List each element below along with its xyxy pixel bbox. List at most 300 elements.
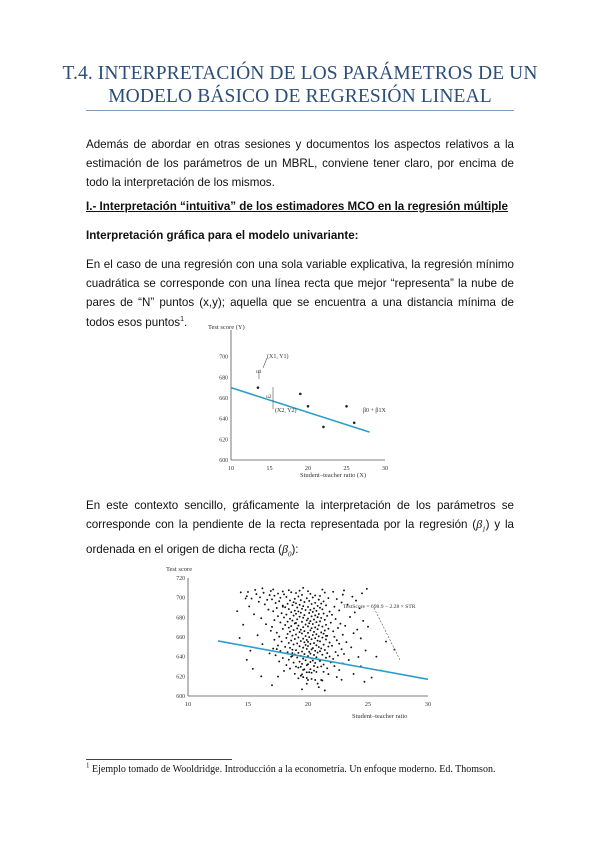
chart2-point — [299, 631, 301, 633]
parameters-paragraph — [86, 496, 514, 564]
chart2-point — [247, 591, 249, 593]
chart2-point — [295, 666, 297, 668]
chart2-point — [345, 641, 347, 643]
chart2-point — [301, 688, 303, 690]
chart2-point — [302, 626, 304, 628]
chart2-x-tick-30: 30 — [424, 701, 432, 708]
chart2-point — [277, 593, 279, 595]
chart2-point — [324, 592, 326, 594]
chart2-point — [318, 635, 320, 637]
footnote-marker: 1 — [86, 761, 90, 770]
chart2-point — [301, 673, 303, 675]
chart2-point — [318, 599, 320, 601]
chart2-point — [299, 661, 301, 663]
beta1-letter: β — [476, 517, 483, 532]
chart2-point — [288, 589, 290, 591]
chart2-point — [319, 640, 321, 642]
chart2-point — [291, 649, 293, 651]
chart2-xlabel: Student–teacher ratio — [352, 713, 408, 720]
chart2-point — [315, 610, 317, 612]
chart2-point — [290, 611, 292, 613]
parameters-paragraph-text-b: ) y la ordenada en el origen de dicha recta ( — [86, 518, 515, 556]
chart2-point — [297, 667, 299, 669]
chart2-point — [300, 666, 302, 668]
title-underline — [86, 110, 514, 111]
chart1-x-tick-20: 20 — [304, 465, 312, 472]
chart2-point — [313, 665, 315, 667]
footnote-reference[interactable]: 1 — [180, 315, 185, 323]
chart2-point — [327, 646, 329, 648]
chart2-point — [324, 649, 326, 651]
chart2-point — [303, 641, 305, 643]
chart2-point — [317, 628, 319, 630]
chart2-point — [321, 626, 323, 628]
chart2-point — [253, 613, 255, 615]
chart2-point — [307, 641, 309, 643]
chart1-annotation-point2: (X2, Y2) — [275, 408, 297, 414]
chart2-point — [275, 654, 277, 656]
chart2-point — [315, 621, 317, 623]
chart2-point — [336, 598, 338, 600]
chart2-annotation: TestScore = 698.9 − 2.28 × STR — [343, 604, 416, 610]
chart2-point — [311, 672, 313, 674]
chart2-point — [276, 607, 278, 609]
chart2-point — [323, 671, 325, 673]
chart1-xlabel: Student–teacher ratio (X) — [300, 472, 367, 479]
chart1-annotation-point1: (X1, Y1) — [267, 354, 289, 360]
chart2-point — [302, 647, 304, 649]
chart2-point — [290, 625, 292, 627]
chart2-point — [288, 659, 290, 661]
beta0-symbol — [281, 541, 292, 559]
chart2-point — [336, 676, 338, 678]
chart2-point — [297, 596, 299, 598]
chart2-point — [299, 590, 301, 592]
chart2-point — [303, 601, 305, 603]
chart2-point — [332, 630, 334, 632]
chart2-point — [255, 593, 257, 595]
chart2-point — [331, 645, 333, 647]
chart2-point — [275, 602, 277, 604]
chart2-point — [339, 623, 341, 625]
chart2-point — [318, 646, 320, 648]
chart2-point — [314, 662, 316, 664]
chart2-point — [329, 611, 331, 613]
chart2-point — [319, 595, 321, 597]
chart2-point — [296, 657, 298, 659]
chart2-point — [337, 627, 339, 629]
chart2-point — [330, 622, 332, 624]
chart2-point — [296, 627, 298, 629]
chart2-point — [278, 661, 280, 663]
chart1-y-tick-620: 620 — [219, 437, 228, 444]
chart2-point — [314, 594, 316, 596]
chart2-point — [236, 610, 238, 612]
chart2-point — [342, 634, 344, 636]
chart2-point — [294, 610, 296, 612]
chart2-point — [285, 637, 287, 639]
chart2-point — [327, 673, 329, 675]
chart2-point — [295, 633, 297, 635]
chart2-point — [327, 597, 329, 599]
chart2-point — [335, 651, 337, 653]
chart2-point — [293, 629, 295, 631]
chart2-point — [291, 620, 293, 622]
chart2-point — [320, 647, 322, 649]
chart2-point — [367, 626, 369, 628]
chart2-point — [307, 645, 309, 647]
chart2-point — [259, 596, 261, 598]
chart2-point — [323, 644, 325, 646]
chart2-point — [333, 606, 335, 608]
chart1-annotation-u1: u1 — [256, 369, 262, 375]
chart2-point — [308, 636, 310, 638]
chart2-point — [252, 668, 254, 670]
chart2-point — [305, 659, 307, 661]
chart2-point — [332, 658, 334, 660]
chart2-point — [277, 676, 279, 678]
chart2-point — [305, 624, 307, 626]
chart2-point — [297, 652, 299, 654]
chart2-point — [301, 594, 303, 596]
chart2-point — [240, 591, 242, 593]
chart2-point — [312, 660, 314, 662]
chart2-point — [296, 642, 298, 644]
chart2-point — [353, 673, 355, 675]
chart2-point — [287, 633, 289, 635]
chart2-point — [306, 597, 308, 599]
chart2-point — [266, 599, 268, 601]
chart2-point — [313, 670, 315, 672]
chart2-point — [288, 627, 290, 629]
chart2-point — [289, 668, 291, 670]
chart2-point — [287, 603, 289, 605]
chart1-point — [257, 386, 260, 389]
chart2-point — [246, 595, 248, 597]
chart2-point — [293, 644, 295, 646]
chart2-point — [324, 690, 326, 692]
chart2-point — [363, 681, 365, 683]
chart2-point — [307, 606, 309, 608]
chart2-point — [323, 664, 325, 666]
chart2-point — [308, 651, 310, 653]
chart2-point — [357, 656, 359, 658]
chart2-point — [323, 600, 325, 602]
chart2-point — [311, 638, 313, 640]
chart2-point — [295, 602, 297, 604]
chart2-point — [279, 597, 281, 599]
chart2-point — [355, 600, 357, 602]
chart1-y-tick-640: 640 — [219, 416, 228, 423]
chart2-point — [278, 636, 280, 638]
chart2-point — [249, 650, 251, 652]
chart2-point — [282, 628, 284, 630]
chart1-y-tick-660: 660 — [219, 396, 228, 402]
page-title — [60, 62, 540, 108]
chart2-point — [248, 605, 250, 607]
chart2-point — [306, 648, 308, 650]
chart2-point — [343, 653, 345, 655]
chart2-point — [318, 613, 320, 615]
chart2-point — [320, 665, 322, 667]
chart2-point — [295, 649, 297, 651]
chart2-point — [321, 637, 323, 639]
chart2-point — [319, 650, 321, 652]
chart2-point — [338, 609, 340, 611]
chart2-point — [317, 616, 319, 618]
chart2-point — [307, 679, 309, 681]
chart2-point — [302, 617, 304, 619]
chart2-point — [306, 619, 308, 621]
chart2-point — [303, 653, 305, 655]
chart2-point — [375, 656, 377, 658]
chart2-point — [288, 608, 290, 610]
chart2-annotation-leader — [374, 608, 400, 660]
chart2-point — [311, 603, 313, 605]
chart2-point — [301, 621, 303, 623]
chart1-point — [299, 393, 302, 396]
chart2-point — [308, 612, 310, 614]
chart2-point — [301, 633, 303, 635]
chart2-point — [293, 662, 295, 664]
chart2-point — [301, 608, 303, 610]
chart2-point — [299, 645, 301, 647]
regression-paragraph: En el caso de una regresión con una sola variable explicativa, la regresión mínimo cuadrática se corresponde con una línea recta que mejor “representa” la nube de pares de “N” puntos (x,y); aquella que se encuentra a una distancia mínima de todos esos puntos$^1$. — [86, 258, 514, 329]
chart2-point — [324, 630, 326, 632]
chart2-point — [315, 644, 317, 646]
chart2-point — [320, 679, 322, 681]
chart2-point — [303, 668, 305, 670]
chart2-point — [296, 607, 298, 609]
chart2-point — [300, 640, 302, 642]
chart2-point — [282, 605, 284, 607]
chart2-point — [285, 614, 287, 616]
chart2-point — [325, 657, 327, 659]
chart2-point — [285, 596, 287, 598]
chart1-point — [353, 422, 356, 425]
chart2-point — [332, 591, 334, 593]
chart1-ylabel: Test score (Y) — [208, 324, 245, 331]
chart2-point — [351, 596, 353, 598]
chart1-y-tick-600: 600 — [219, 458, 228, 464]
chart2-point — [270, 590, 272, 592]
chart2-point — [263, 592, 265, 594]
beta1-symbol — [476, 517, 486, 534]
chart2-point — [272, 648, 274, 650]
chart2-point — [300, 612, 302, 614]
chart2-point — [299, 616, 301, 618]
beta0-subscript: 0 — [287, 550, 292, 559]
chart2-y-tick-620: 620 — [176, 674, 185, 681]
chart2-point — [309, 609, 311, 611]
chart2-point — [306, 671, 308, 673]
chart2-point — [245, 598, 247, 600]
chart2-point — [314, 614, 316, 616]
chart2-point — [272, 610, 274, 612]
chart2-y-tick-700: 700 — [176, 595, 185, 602]
chart2-point — [271, 626, 273, 628]
chart2-point — [354, 611, 356, 613]
chart2-point — [313, 631, 315, 633]
chart2-ylabel: Test score — [166, 566, 193, 573]
chart2-point — [297, 625, 299, 627]
chart2-point — [242, 624, 244, 626]
chart2-point — [260, 675, 262, 677]
chart2-point — [306, 639, 308, 641]
chart2-point — [284, 624, 286, 626]
chart2-point — [295, 622, 297, 624]
chart2-point — [356, 629, 358, 631]
chart2-point — [342, 594, 344, 596]
chart2-point — [284, 646, 286, 648]
chart2-point — [302, 676, 304, 678]
chart2-point — [338, 643, 340, 645]
chart2-point — [297, 636, 299, 638]
chart2-point — [296, 618, 298, 620]
chart2-point — [309, 643, 311, 645]
chart2-point — [284, 606, 286, 608]
chart2-point — [318, 686, 320, 688]
parameters-paragraph-text-c: ): — [291, 542, 299, 556]
chart2-point — [312, 623, 314, 625]
chart2-point — [269, 652, 271, 654]
chart2-point — [324, 619, 326, 621]
chart2-point — [315, 633, 317, 635]
chart1-annotation-u2: u2 — [266, 394, 272, 400]
chart2-point — [294, 638, 296, 640]
chart1-point — [345, 405, 348, 408]
chart2-point — [305, 635, 307, 637]
chart2-point — [326, 635, 328, 637]
chart2-point — [326, 667, 328, 669]
chart2-point — [331, 614, 333, 616]
chart2-point — [291, 604, 293, 606]
chart2-point — [287, 621, 289, 623]
chart2-point — [313, 642, 315, 644]
parameters-paragraph-text-a: En este contexto sencillo, gráficamente la interpretación de los parámetros se corresponde con la pendiente de la recta representada por la regresión ( — [86, 499, 514, 532]
chart2-point — [289, 631, 291, 633]
chart2-point — [297, 677, 299, 679]
chart1-x-tick-25: 25 — [343, 465, 350, 472]
chart2-point — [290, 591, 292, 593]
chart2-point — [308, 600, 310, 602]
chart2-point — [290, 640, 292, 642]
chart2-point — [341, 648, 343, 650]
chart2-point — [333, 636, 335, 638]
chart2-point — [289, 647, 291, 649]
chart2-x-tick-10: 10 — [184, 701, 192, 708]
chart2-point — [325, 624, 327, 626]
chart2-point — [273, 595, 275, 597]
regression-line-chart — [205, 322, 405, 482]
chart2-point — [366, 588, 368, 590]
chart1-x-tick-10: 10 — [227, 465, 235, 472]
chart2-point — [309, 661, 311, 663]
chart2-point — [341, 679, 343, 681]
chart2-point — [273, 619, 275, 621]
chart2-y-tick-680: 680 — [176, 615, 185, 622]
chart2-point — [281, 612, 283, 614]
chart2-point — [313, 608, 315, 610]
chart2-point — [313, 654, 315, 656]
chart2-point — [317, 605, 319, 607]
chart2-point — [329, 656, 331, 658]
chart2-point — [315, 671, 317, 673]
chart2-point — [312, 611, 314, 613]
page-title-line-1: T.4. INTERPRETACIÓN DE LOS PARÁMETROS DE UN — [62, 63, 538, 84]
chart2-point — [258, 601, 260, 603]
chart2-x-tick-20: 20 — [304, 701, 312, 708]
chart2-point — [311, 627, 313, 629]
chart2-point — [281, 641, 283, 643]
chart2-point — [314, 626, 316, 628]
chart2-x-tick-15: 15 — [244, 701, 252, 708]
chart2-fitted-line — [218, 641, 428, 679]
chart2-point — [303, 630, 305, 632]
chart2-point — [321, 608, 323, 610]
chart2-point — [312, 597, 314, 599]
chart2-point — [306, 683, 308, 685]
chart2-point — [285, 664, 287, 666]
chart2-point — [307, 632, 309, 634]
chart2-point — [326, 652, 328, 654]
footnote — [86, 761, 526, 775]
chart1-point — [307, 405, 310, 408]
scatter-regression-chart — [160, 564, 440, 724]
chart2-point — [326, 615, 328, 617]
page-title-line-2: MODELO BÁSICO DE REGRESIÓN LINEAL — [108, 86, 492, 107]
chart2-point — [309, 629, 311, 631]
beta0-letter: β — [281, 541, 288, 556]
chart2-point — [277, 645, 279, 647]
chart2-point — [303, 614, 305, 616]
chart2-point — [291, 635, 293, 637]
chart2-point — [309, 653, 311, 655]
chart2-point — [301, 651, 303, 653]
chart2-point — [300, 629, 302, 631]
regression-paragraph-text: En el caso de una regresión con una sola variable explicativa, la regresión mínimo cuadrática se corresponde con una línea recta que mejor “representa” la nube de pares de “N” puntos (x,y); aquella que se encuentra a una distancia mínima de todos esos puntos — [86, 258, 514, 329]
chart2-point — [276, 648, 278, 650]
chart2-x-tick-25: 25 — [364, 701, 372, 708]
chart2-point — [317, 666, 319, 668]
chart1-annotation-line: β0 + β1X — [363, 408, 386, 414]
chart2-point — [311, 678, 313, 680]
chart2-point — [273, 639, 275, 641]
chart2-point — [309, 620, 311, 622]
chart2-point — [279, 621, 281, 623]
chart2-point — [294, 673, 296, 675]
chart2-point — [329, 642, 331, 644]
chart2-point — [314, 650, 316, 652]
chart2-point — [302, 587, 304, 589]
chart1-x-tick-15: 15 — [266, 465, 273, 472]
chart2-point — [337, 655, 339, 657]
chart2-point — [282, 591, 284, 593]
chart2-point — [325, 604, 327, 606]
chart2-point — [257, 634, 259, 636]
chart2-point — [270, 630, 272, 632]
chart2-point — [365, 650, 367, 652]
chart2-y-tick-640: 640 — [176, 654, 185, 661]
chart2-point — [327, 628, 329, 630]
chart2-point — [302, 605, 304, 607]
chart1-point — [322, 426, 325, 429]
chart2-point — [313, 619, 315, 621]
chart2-point — [297, 610, 299, 612]
chart2-point — [264, 603, 266, 605]
chart2-point — [305, 609, 307, 611]
chart2-point — [307, 590, 309, 592]
